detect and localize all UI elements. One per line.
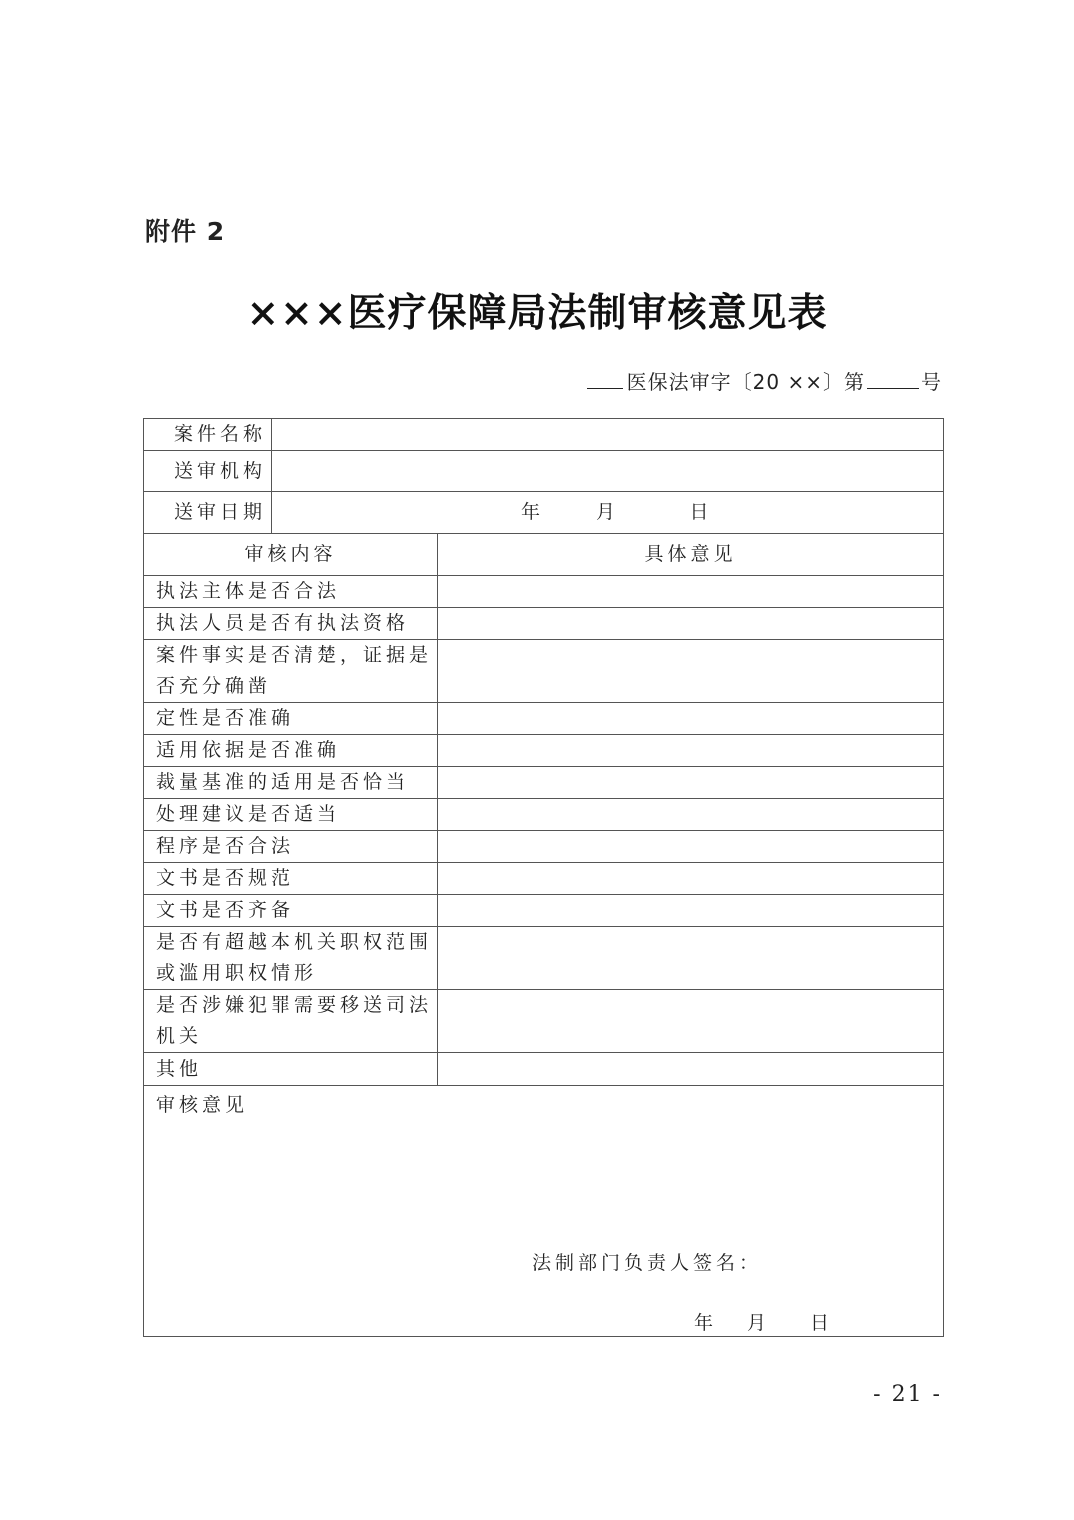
signature-date [694, 1308, 833, 1339]
opinion-row [144, 1086, 944, 1337]
review-item-row [144, 735, 944, 767]
review-item-opinion[interactable] [438, 767, 944, 799]
agency-label: 送审机构 [144, 451, 272, 492]
date-year: 年 [520, 501, 544, 523]
review-item-label: 文书是否齐备 [144, 895, 438, 927]
review-item-row [144, 799, 944, 831]
review-item-label: 案件事实是否清楚，证据是否充分确凿 [144, 640, 438, 703]
review-item-row [144, 831, 944, 863]
review-item-label: 适用依据是否准确 [144, 735, 438, 767]
review-item-label: 处理建议是否适当 [144, 799, 438, 831]
case-name-row [144, 419, 944, 451]
review-content-header: 审核内容 [144, 534, 438, 576]
signature-year: 年 [694, 1312, 718, 1334]
document-number-line [587, 366, 942, 395]
doc-prefix-blank [587, 370, 623, 389]
agency-row [144, 451, 944, 492]
review-item-opinion[interactable] [438, 735, 944, 767]
attachment-label: 附件 2 [145, 217, 226, 246]
review-item-label: 定性是否准确 [144, 703, 438, 735]
review-item-opinion[interactable] [438, 895, 944, 927]
review-item-row [144, 703, 944, 735]
review-item-opinion[interactable] [438, 1053, 944, 1086]
doc-number-blank [867, 370, 919, 389]
review-item-label: 裁量基准的适用是否恰当 [144, 767, 438, 799]
review-item-opinion[interactable] [438, 990, 944, 1053]
review-item-row [144, 640, 944, 703]
review-item-opinion[interactable] [438, 863, 944, 895]
review-item-label: 是否涉嫌犯罪需要移送司法机关 [144, 990, 438, 1053]
review-item-opinion[interactable] [438, 640, 944, 703]
review-item-opinion[interactable] [438, 831, 944, 863]
review-opinion-header: 具体意见 [438, 534, 944, 576]
review-item-row [144, 863, 944, 895]
review-item-opinion[interactable] [438, 608, 944, 640]
review-item-row [144, 608, 944, 640]
review-item-opinion[interactable] [438, 703, 944, 735]
review-item-label: 是否有超越本机关职权范围或滥用职权情形 [144, 927, 438, 990]
date-label: 送审日期 [144, 492, 272, 534]
opinion-label: 审核意见 [156, 1094, 249, 1116]
signature-label: 法制部门负责人签名： [532, 1252, 763, 1274]
review-item-label: 其他 [144, 1053, 438, 1086]
case-name-field[interactable] [272, 419, 944, 451]
case-name-label: 案件名称 [144, 419, 272, 451]
review-item-row [144, 767, 944, 799]
signature-month: 月 [747, 1312, 771, 1334]
review-item-label: 执法主体是否合法 [144, 576, 438, 608]
date-field[interactable] [272, 492, 944, 534]
review-item-row [144, 895, 944, 927]
review-item-opinion[interactable] [438, 576, 944, 608]
date-row [144, 492, 944, 534]
page-number: - 21 - [873, 1382, 942, 1407]
doc-number-suffix: 号 [921, 370, 942, 394]
review-item-label: 执法人员是否有执法资格 [144, 608, 438, 640]
date-day: 日 [689, 501, 713, 523]
signature-day: 日 [810, 1312, 834, 1334]
review-item-row [144, 1053, 944, 1086]
review-item-row [144, 576, 944, 608]
document-title: ×××医疗保障局法制审核意见表 [246, 290, 828, 336]
agency-field[interactable] [272, 451, 944, 492]
review-item-label: 文书是否规范 [144, 863, 438, 895]
review-item-opinion[interactable] [438, 927, 944, 990]
opinion-field[interactable] [144, 1086, 944, 1337]
review-item-row [144, 927, 944, 990]
doc-number-text: 医保法审字〔20 ××〕第 [626, 370, 865, 394]
review-item-opinion[interactable] [438, 799, 944, 831]
date-month: 月 [595, 501, 619, 523]
review-form-table [143, 418, 944, 1337]
review-header-row [144, 534, 944, 576]
review-item-label: 程序是否合法 [144, 831, 438, 863]
review-item-row [144, 990, 944, 1053]
